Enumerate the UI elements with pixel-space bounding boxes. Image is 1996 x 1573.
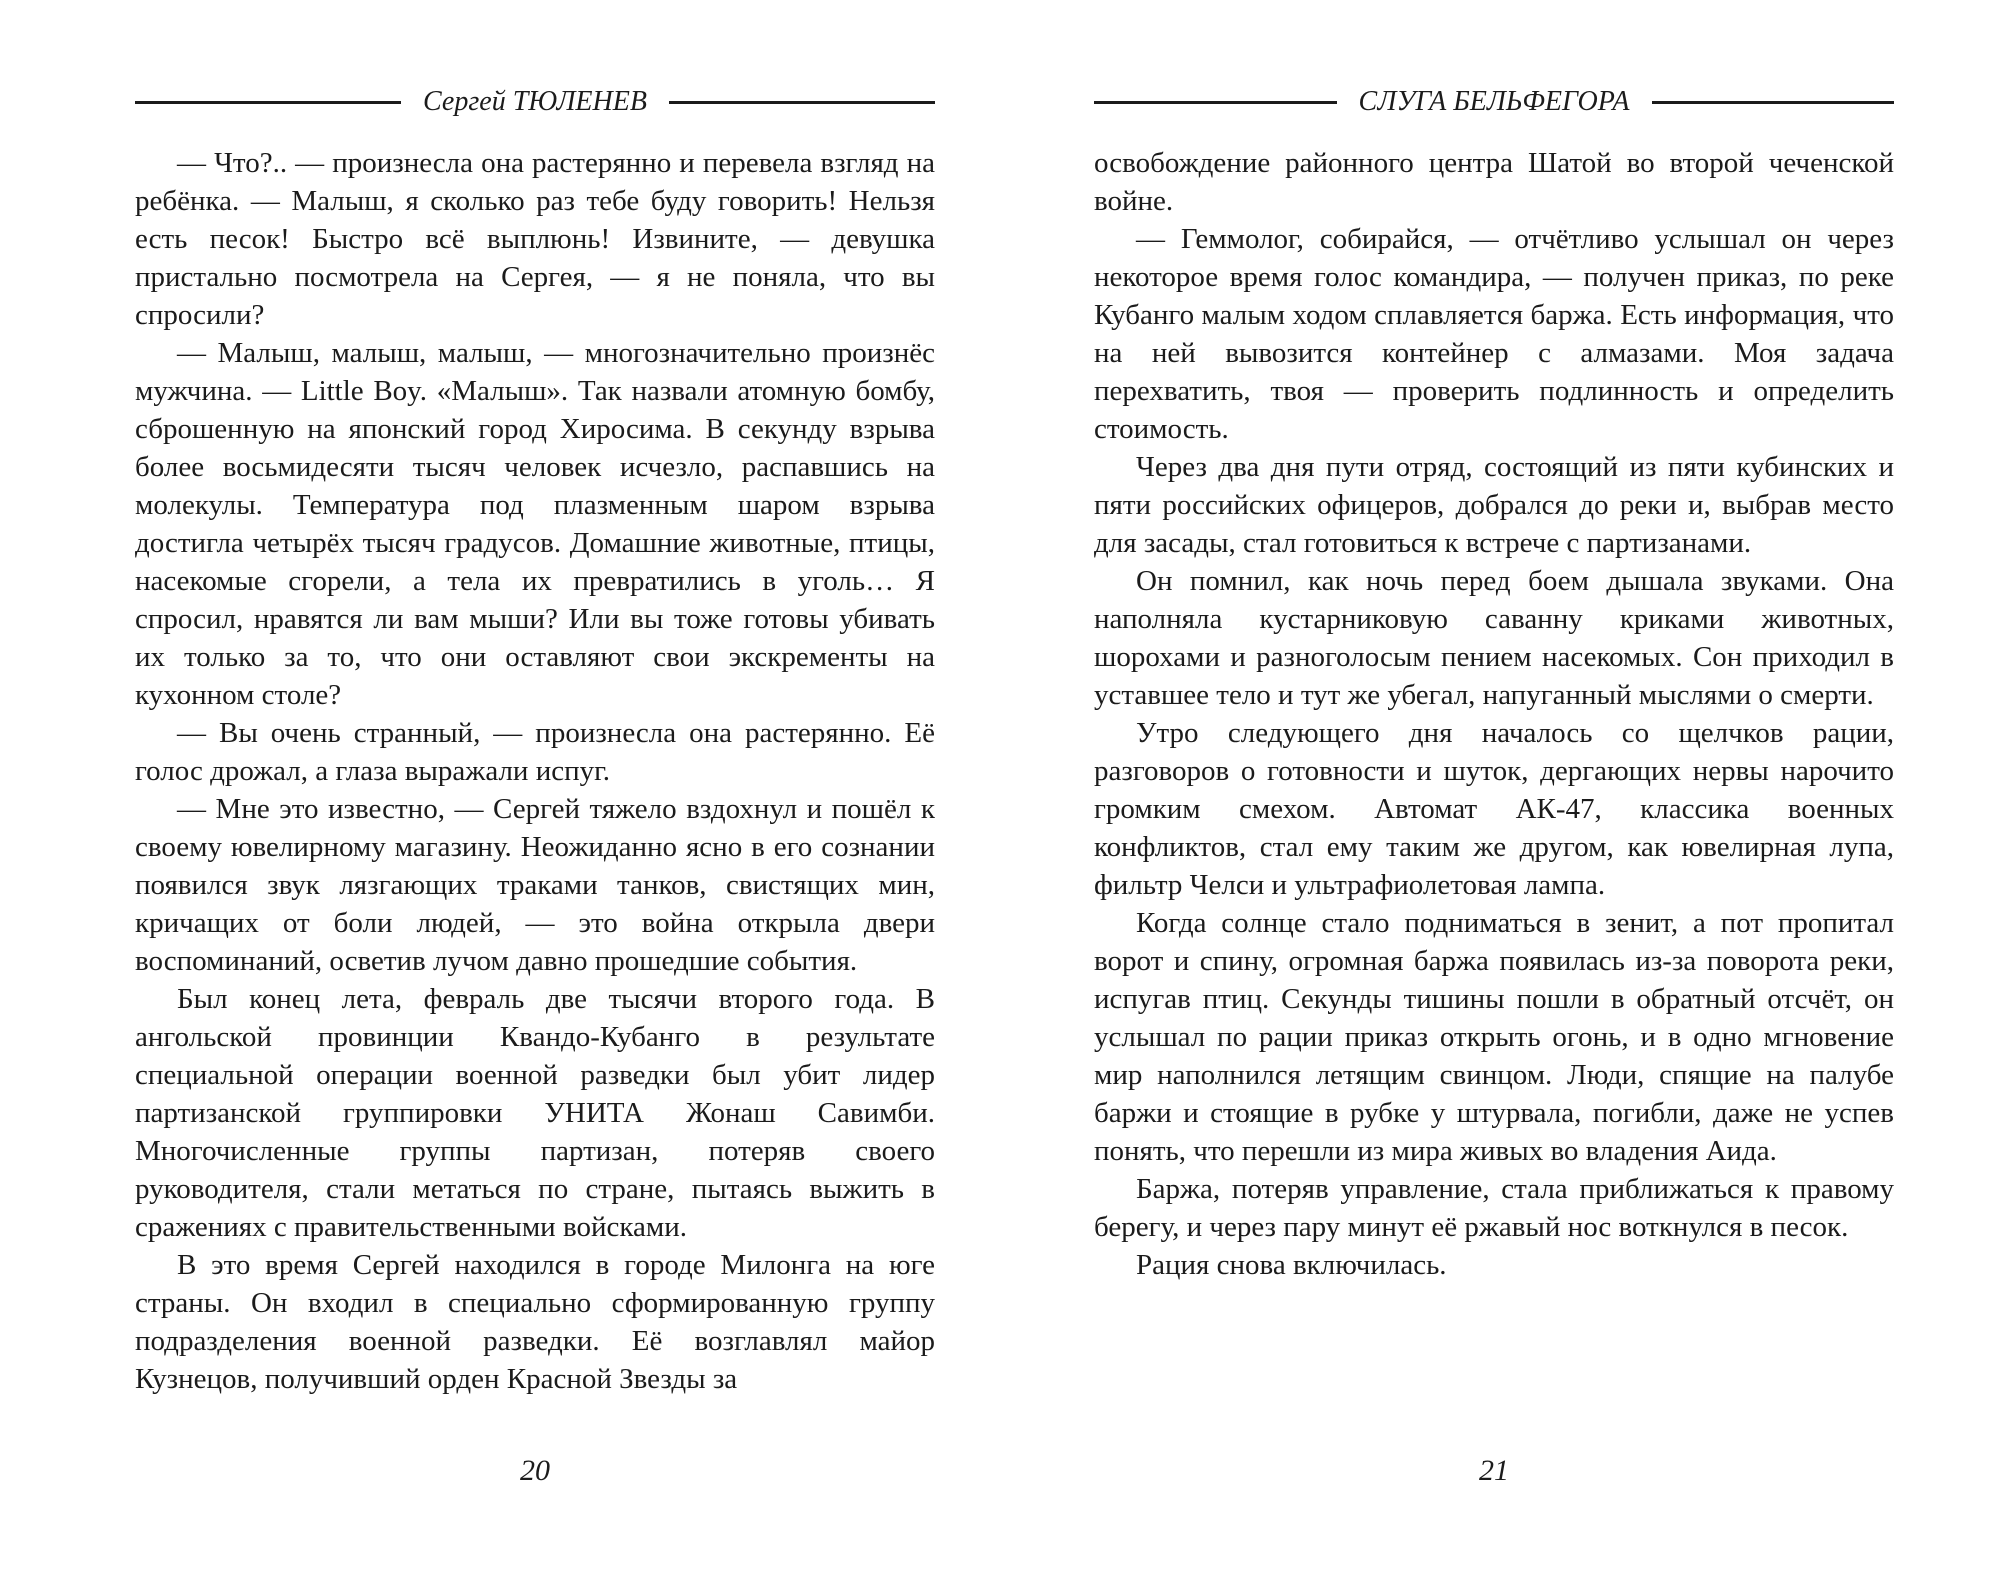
- paragraph: Через два дня пути отряд, состоящий из пяти кубинских и пяти российских офицеров, добрался до реки и, выбрав место для засады, стал готовиться к встрече с партизанами.: [1094, 451, 1894, 559]
- header-rule-right: [1652, 101, 1895, 104]
- page-number: 20: [520, 1454, 550, 1487]
- page-body: [1094, 144, 1894, 1284]
- paragraph: В это время Сергей находился в городе Милонга на юге страны. Он входил в специально сформированную группу подразделения военной разведки. Её возглавлял майор Кузнецов, получивший орден Красной Звезды за: [135, 1249, 935, 1395]
- page-number: 21: [1479, 1454, 1509, 1487]
- paragraph: — Вы очень странный, — произнесла она растерянно. Её голос дрожал, а глаза выражали испуг.: [135, 717, 935, 787]
- paragraph: Был конец лета, февраль две тысячи второго года. В ангольской провинции Квандо-Кубанго в результате специальной операции военной разведки был убит лидер партизанской группировки УНИТА Жонаш Савимби. Многочисленные группы партизан, потеряв своего руководителя, стали метаться по стране, пытаясь выжить в сражениях с правительственными войсками.: [135, 983, 935, 1243]
- paragraph: Когда солнце стало подниматься в зенит, а пот пропитал ворот и спину, огромная баржа появилась из-за поворота реки, испугав птиц. Секунды тишины пошли в обратный отсчёт, он услышал по рации приказ открыть огонь, и в одно мгновение мир наполнился летящим свинцом. Люди, спящие на палубе баржи и стоящие в рубке у штурвала, погибли, даже не успев понять, что перешли из мира живых во владения Аида.: [1094, 907, 1894, 1167]
- running-header: [1094, 84, 1894, 120]
- paragraph: Он помнил, как ночь перед боем дышала звуками. Она наполняла кустарниковую саванну криками животных, шорохами и разноголосым пением насекомых. Сон приходил в уставшее тело и тут же убегал, напуганный мыслями о смерти.: [1094, 565, 1894, 711]
- book-title: СЛУГА БЕЛЬФЕГОРА: [1358, 86, 1630, 117]
- paragraph: — Малыш, малыш, малыш, — многозначительно произнёс мужчина. — Little Boy. «Малыш». Так назвали атомную бомбу, сброшенную на японский город Хиросима. В секунду взрыва более восьмидесяти тысяч человек исчезло, распавшись на молекулы. Температура под плазменным шаром взрыва достигла четырёх тысяч градусов. Домашние животные, птицы, насекомые сгорели, а тела их превратились в уголь… Я спросил, нравятся ли вам мыши? Или вы тоже готовы убивать их только за то, что они оставляют свои экскременты на кухонном столе?: [135, 337, 935, 711]
- right-page: [1094, 0, 1894, 1573]
- paragraph: — Геммолог, собирайся, — отчётливо услышал он через некоторое время голос командира, — получен приказ, по реке Кубанго малым ходом сплавляется баржа. Есть информация, что на ней вывозится контейнер с алмазами. Моя задача перехватить, твоя — проверить подлинность и определить стоимость.: [1094, 223, 1894, 445]
- paragraph: — Мне это известно, — Сергей тяжело вздохнул и пошёл к своему ювелирному магазину. Неожиданно ясно в его сознании появился звук лязгающих траками танков, свистящих мин, кричащих от боли людей, — это война открыла двери воспоминаний, осветив лучом давно прошедшие события.: [135, 793, 935, 977]
- author-name: Сергей ТЮЛЕНЕВ: [423, 86, 647, 117]
- paragraph: Утро следующего дня началось со щелчков рации, разговоров о готовности и шуток, дергающих нервы нарочито громким смехом. Автомат АК-47, классика военных конфликтов, стал ему таким же другом, как ювелирная лупа, фильтр Челси и ультрафиолетовая лампа.: [1094, 717, 1894, 901]
- left-page: [135, 0, 935, 1573]
- continued-paragraph: освобождение районного центра Шатой во второй чеченской войне.: [1094, 147, 1894, 217]
- paragraph: Баржа, потеряв управление, стала приближаться к правому берегу, и через пару минут её ржавый нос воткнулся в песок.: [1094, 1173, 1894, 1243]
- header-rule-right: [669, 101, 935, 104]
- paragraph: — Что?.. — произнесла она растерянно и перевела взгляд на ребёнка. — Малыш, я сколько раз тебе буду говорить! Нельзя есть песок! Быстро всё выплюнь! Извините, — девушка пристально посмотрела на Сергея, — я не поняла, что вы спросили?: [135, 147, 935, 331]
- running-header: [135, 84, 935, 120]
- page-body: [135, 144, 935, 1398]
- header-rule-left: [135, 101, 401, 104]
- header-rule-left: [1094, 101, 1337, 104]
- paragraph: Рация снова включилась.: [1136, 1249, 1447, 1281]
